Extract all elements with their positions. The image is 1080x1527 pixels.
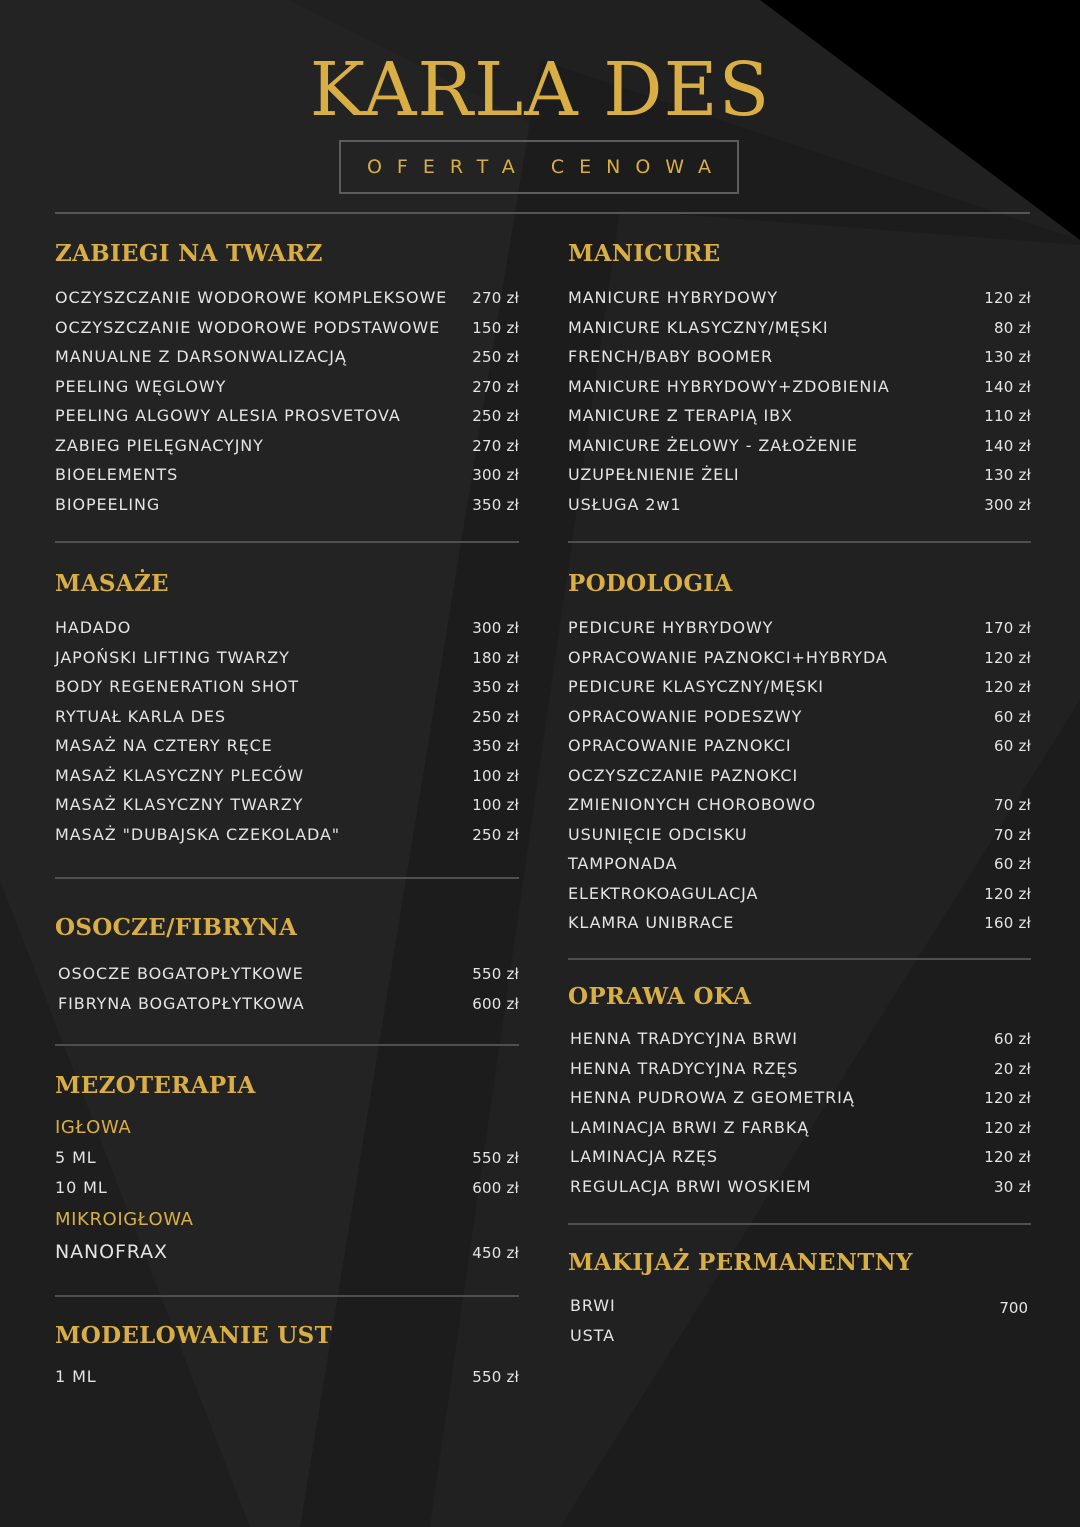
service-name: OPRACOWANIE PAZNOKCI+HYBRYDA <box>568 647 888 667</box>
service-name: ELEKTROKOAGULACJA <box>568 883 759 903</box>
service-price: 160 zł <box>984 914 1031 932</box>
price-row <box>568 1172 1031 1202</box>
service-name: OPRACOWANIE PAZNOKCI <box>568 736 792 755</box>
service-name: 5 ML <box>55 1148 97 1167</box>
service-price: 350 zł <box>472 678 519 696</box>
section-title: MEZOTERAPIA <box>55 1072 256 1099</box>
service-price: 250 zł <box>472 348 519 366</box>
service-name: MANICURE KLASYCZNY/MĘSKI <box>568 317 829 337</box>
service-price: 550 zł <box>472 1368 519 1386</box>
service-name: 10 ML <box>55 1177 108 1197</box>
service-price: 120 zł <box>984 289 1031 307</box>
section-eyes <box>568 983 1031 1201</box>
service-price: 300 zł <box>472 466 519 484</box>
service-price: 120 zł <box>984 678 1031 696</box>
price-row <box>55 342 519 372</box>
service-name: HADADO <box>55 618 132 637</box>
service-name: KLAMRA UNIBRACE <box>568 913 735 932</box>
price-rows <box>55 613 519 849</box>
service-price: 120 zł <box>984 648 1031 667</box>
service-price: 600 zł <box>472 1178 519 1197</box>
service-name: BIOPEELING <box>55 494 161 514</box>
price-row <box>568 283 1031 313</box>
service-price: 140 zł <box>984 436 1031 455</box>
service-price: 70 zł <box>994 825 1031 844</box>
service-price: 120 zł <box>984 1089 1031 1107</box>
section-divider <box>55 877 519 879</box>
price-row <box>568 1113 1031 1143</box>
service-name: BIOELEMENTS <box>55 465 179 484</box>
service-name: USUNIĘCIE ODCISKU <box>568 824 748 844</box>
price-row <box>568 1024 1031 1054</box>
shared-price: 700 <box>999 1299 1028 1317</box>
service-name: HENNA PUDROWA Z GEOMETRIĄ <box>570 1088 855 1107</box>
price-row <box>55 820 519 850</box>
price-row <box>568 643 1031 673</box>
section-title: MODELOWANIE UST <box>55 1322 332 1349</box>
service-name: OSOCZE BOGATOPŁYTKOWE <box>58 964 304 983</box>
service-price: 150 zł <box>472 318 519 337</box>
price-row <box>568 460 1031 490</box>
price-row <box>568 613 1031 643</box>
service-price: 450 zł <box>472 1244 519 1262</box>
service-name: PEDICURE HYBRYDOWY <box>568 618 774 637</box>
top-divider <box>55 212 1030 214</box>
price-row <box>568 790 1031 820</box>
service-name: 1 ML <box>55 1367 97 1386</box>
service-name: RYTUAŁ KARLA DES <box>55 706 226 726</box>
price-row <box>568 431 1031 461</box>
service-name: BODY REGENERATION SHOT <box>55 677 300 696</box>
price-row <box>568 1083 1031 1113</box>
service-name: OCZYSZCZANIE PAZNOKCI <box>568 765 799 785</box>
price-row <box>568 879 1031 909</box>
price-row <box>55 613 519 643</box>
service-name: LAMINACJA BRWI Z FARBKĄ <box>570 1117 810 1137</box>
service-name: OPRACOWANIE PODESZWY <box>568 706 803 726</box>
price-row <box>568 702 1031 732</box>
service-name: REGULACJA BRWI WOSKIEM <box>570 1176 812 1196</box>
price-rows <box>55 283 519 519</box>
service-price: 100 zł <box>472 766 519 785</box>
section-divider <box>568 1223 1031 1225</box>
service-name: PEELING ALGOWY ALESIA PROSVETOVA <box>55 406 401 425</box>
service-price: 170 zł <box>984 619 1031 637</box>
service-name: FRENCH/BABY BOOMER <box>568 347 773 366</box>
service-price: 350 zł <box>472 495 519 514</box>
price-row <box>55 372 519 402</box>
section-manicure <box>568 240 1031 519</box>
service-price: 270 zł <box>472 289 519 307</box>
service-name: PEDICURE KLASYCZNY/MĘSKI <box>568 677 824 696</box>
service-name: UZUPEŁNIENIE ŻELI <box>568 465 740 484</box>
service-price: 130 zł <box>984 466 1031 484</box>
offer-subtitle <box>339 140 739 194</box>
service-price: 60 zł <box>994 737 1031 755</box>
price-row <box>568 313 1031 343</box>
service-price: 250 zł <box>472 407 519 425</box>
service-price: 300 zł <box>984 495 1031 514</box>
price-row <box>568 401 1031 431</box>
service-name: LAMINACJA RZĘS <box>570 1147 718 1166</box>
section-divider <box>55 1295 519 1297</box>
service-price: 100 zł <box>472 796 519 814</box>
price-row <box>55 702 519 732</box>
service-name: MANICURE Z TERAPIĄ IBX <box>568 406 793 425</box>
section-divider <box>55 541 519 543</box>
price-rows <box>55 1362 519 1392</box>
service-name: FIBRYNA BOGATOPŁYTKOWA <box>58 993 305 1013</box>
service-price: 140 zł <box>984 377 1031 396</box>
price-row <box>55 672 519 702</box>
section-mesotherapy <box>55 1072 519 1269</box>
service-name: MANICURE HYBRYDOWY <box>568 288 778 307</box>
price-row <box>55 989 519 1019</box>
service-name: NANOFRAX <box>55 1241 168 1263</box>
price-row <box>568 908 1031 938</box>
service-name: MASAŻ NA CZTERY RĘCE <box>55 736 273 755</box>
service-name: TAMPONADA <box>568 854 678 873</box>
service-name: BRWI <box>570 1296 616 1315</box>
section-title: ZABIEGI NA TWARZ <box>55 240 323 267</box>
service-name: JAPOŃSKI LIFTING TWARZY <box>55 647 290 667</box>
section-title: OPRAWA OKA <box>568 983 752 1010</box>
section-face <box>55 240 519 519</box>
subsection-title: MIKROIGŁOWA <box>55 1209 194 1230</box>
service-name: MASAŻ "DUBAJSKA CZEKOLADA" <box>55 824 341 844</box>
service-price: 70 zł <box>994 796 1031 814</box>
service-price: 270 zł <box>472 377 519 396</box>
price-rows <box>568 1024 1031 1201</box>
service-price: 30 zł <box>994 1177 1031 1196</box>
price-row <box>55 1362 519 1392</box>
service-price: 180 zł <box>472 648 519 667</box>
price-row <box>55 761 519 791</box>
price-row <box>55 431 519 461</box>
service-price: 20 zł <box>994 1059 1031 1078</box>
service-price: 350 zł <box>472 737 519 755</box>
section-title: PODOLOGIA <box>568 570 733 597</box>
price-row <box>55 401 519 431</box>
price-rows <box>55 1112 519 1269</box>
price-row <box>55 490 519 520</box>
section-massage <box>55 570 519 849</box>
service-name: OCZYSZCZANIE WODOROWE PODSTAWOWE <box>55 317 441 337</box>
price-row <box>55 959 519 989</box>
price-row <box>568 761 1031 791</box>
section-title: MASAŻE <box>55 570 169 597</box>
service-price: 250 zł <box>472 707 519 726</box>
service-name: ZMIENIONYCH CHOROBOWO <box>568 795 817 814</box>
service-price: 80 zł <box>994 318 1031 337</box>
service-price: 300 zł <box>472 619 519 637</box>
price-row <box>568 1291 1031 1321</box>
price-row <box>55 313 519 343</box>
price-rows <box>568 1291 1031 1350</box>
service-price: 270 zł <box>472 436 519 455</box>
price-rows <box>568 283 1031 519</box>
service-price: 60 zł <box>994 1030 1031 1048</box>
service-price: 60 zł <box>994 707 1031 726</box>
price-row <box>568 342 1031 372</box>
price-row <box>55 1143 519 1173</box>
service-price: 550 zł <box>472 965 519 983</box>
section-title: MANICURE <box>568 240 721 267</box>
price-row <box>568 1142 1031 1172</box>
price-row <box>55 643 519 673</box>
price-row <box>568 820 1031 850</box>
service-name: USTA <box>570 1325 615 1345</box>
service-price: 120 zł <box>984 884 1031 903</box>
price-row <box>568 372 1031 402</box>
offer-subtitle-text: OFERTA CENOWA <box>366 156 727 178</box>
service-price: 550 zł <box>472 1149 519 1167</box>
section-divider <box>568 541 1031 543</box>
service-name: MANUALNE Z DARSONWALIZACJĄ <box>55 347 347 366</box>
section-permanent-makeup <box>568 1249 1031 1350</box>
price-rows <box>568 613 1031 938</box>
price-row <box>55 1173 519 1203</box>
section-title: MAKIJAŻ PERMANENTNY <box>568 1249 913 1276</box>
section-plasma <box>55 914 519 1018</box>
service-price: 120 zł <box>984 1118 1031 1137</box>
section-divider <box>568 958 1031 960</box>
price-row <box>568 672 1031 702</box>
service-name: MASAŻ KLASYCZNY PLECÓW <box>55 765 304 785</box>
subsection-title: IGŁOWA <box>55 1117 132 1138</box>
price-row <box>568 490 1031 520</box>
price-row <box>55 283 519 313</box>
price-row <box>55 790 519 820</box>
price-rows <box>55 959 519 1018</box>
service-price: 110 zł <box>984 407 1031 425</box>
price-row <box>55 731 519 761</box>
service-price: 600 zł <box>472 994 519 1013</box>
price-row <box>55 460 519 490</box>
brand-title: KARLA DES <box>309 47 771 133</box>
service-price: 130 zł <box>984 348 1031 366</box>
service-name: USŁUGA 2w1 <box>568 494 682 514</box>
section-divider <box>55 1044 519 1046</box>
section-podology <box>568 570 1031 938</box>
service-name: MASAŻ KLASYCZNY TWARZY <box>55 795 304 814</box>
service-name: MANICURE HYBRYDOWY+ZDOBIENIA <box>568 376 890 396</box>
price-row <box>568 1054 1031 1084</box>
section-lips <box>55 1322 519 1392</box>
service-name: MANICURE ŻELOWY - ZAŁOŻENIE <box>568 435 858 455</box>
price-row <box>568 731 1031 761</box>
section-title: OSOCZE/FIBRYNA <box>55 914 298 941</box>
service-name: ZABIEG PIELĘGNACYJNY <box>55 435 264 455</box>
service-price: 250 zł <box>472 825 519 844</box>
service-name: PEELING WĘGLOWY <box>55 376 227 396</box>
price-row <box>55 1235 519 1269</box>
service-price: 120 zł <box>984 1148 1031 1166</box>
price-row <box>568 1321 1031 1351</box>
service-name: OCZYSZCZANIE WODOROWE KOMPLEKSOWE <box>55 288 448 307</box>
service-price: 60 zł <box>994 855 1031 873</box>
service-name: HENNA TRADYCYJNA BRWI <box>570 1029 798 1048</box>
service-name: HENNA TRADYCYJNA RZĘS <box>570 1058 799 1078</box>
price-row <box>568 849 1031 879</box>
